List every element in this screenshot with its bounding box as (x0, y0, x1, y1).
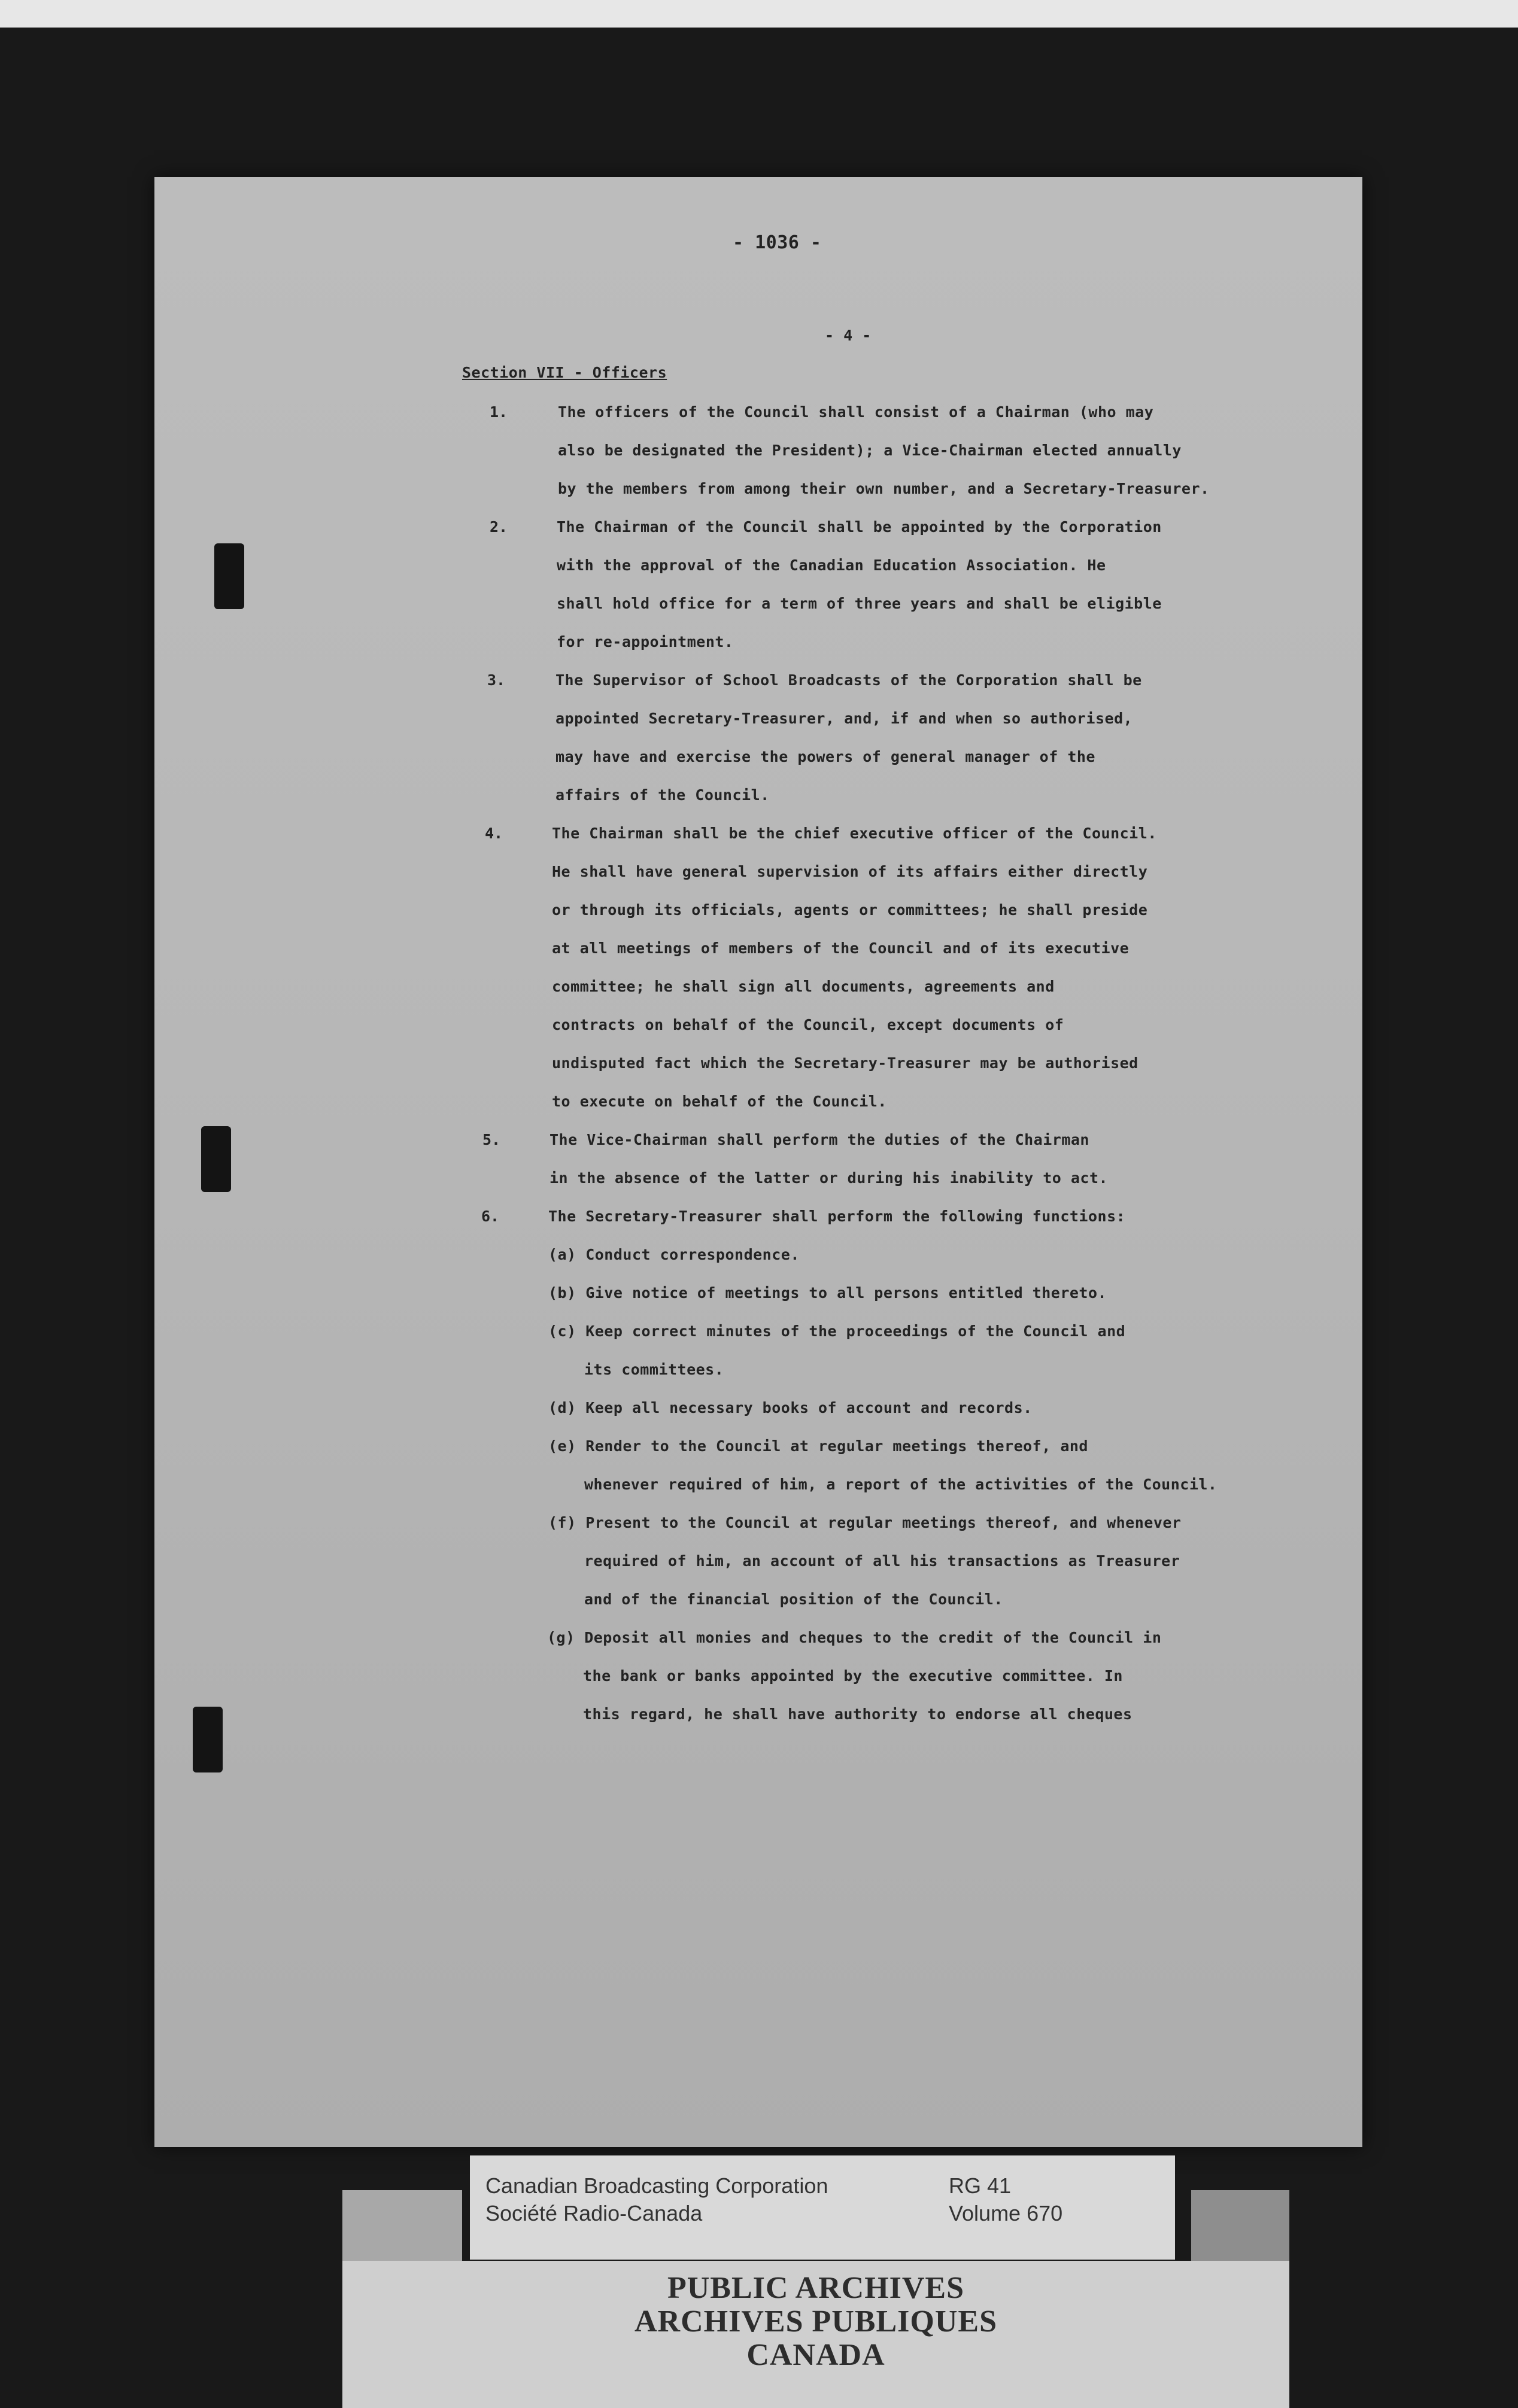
sub-item: (e) Render to the Council at regular meetings thereof, and (548, 1437, 1088, 1455)
body-line: The Chairman of the Council shall be appointed by the Corporation (557, 518, 1162, 536)
sub-item: (g) Deposit all monies and cheques to the credit of the Council in (547, 1629, 1162, 1646)
item-number: 1. (490, 403, 508, 421)
body-line: committee; he shall sign all documents, agreements and (552, 978, 1055, 995)
body-line: The officers of the Council shall consist of a Chairman (who may (558, 403, 1154, 421)
volume-number: Volume 670 (949, 2201, 1063, 2225)
body-line: for re-appointment. (557, 633, 734, 650)
archive-mount-left (342, 2190, 462, 2262)
org-name-french: Société Radio-Canada (485, 2201, 703, 2225)
punch-hole-bottom (193, 1707, 223, 1772)
body-line: The Chairman shall be the chief executive officer of the Council. (552, 825, 1157, 842)
punch-hole-middle (201, 1126, 231, 1192)
section-title: Section VII - Officers (462, 364, 667, 381)
archive-mount-right (1191, 2190, 1289, 2262)
stamp-line-2: ARCHIVES PUBLIQUES (634, 2304, 998, 2339)
body-line: with the approval of the Canadian Education Association. He (557, 557, 1106, 574)
item-number: 2. (490, 518, 508, 536)
sub-item: (d) Keep all necessary books of account and records. (548, 1399, 1033, 1416)
org-name-english: Canadian Broadcasting Corporation (485, 2173, 828, 2198)
document-page (154, 177, 1362, 2147)
page-number-top: - 1036 - (733, 232, 822, 253)
body-line: affairs of the Council. (555, 786, 770, 804)
sub-item-continuation: its committees. (584, 1361, 724, 1378)
item-number: 3. (487, 671, 506, 689)
body-line: shall hold office for a term of three years and shall be eligible (557, 595, 1162, 612)
sub-item-continuation: this regard, he shall have authority to endorse all cheques (583, 1705, 1133, 1723)
body-line: also be designated the President); a Vice-Chairman elected annually (558, 442, 1182, 459)
body-line: at all meetings of members of the Council and of its executive (552, 940, 1130, 957)
archives-stamp (342, 2261, 1289, 2408)
body-line: He shall have general supervision of its affairs either directly (552, 863, 1148, 880)
sub-item-continuation: and of the financial position of the Council. (584, 1591, 1003, 1608)
stamp-line-3: CANADA (746, 2338, 885, 2372)
body-line: The Supervisor of School Broadcasts of the Corporation shall be (555, 671, 1142, 689)
sub-item-continuation: the bank or banks appointed by the executive committee. In (583, 1667, 1123, 1685)
body-line: to execute on behalf of the Council. (552, 1093, 887, 1110)
sub-item: (c) Keep correct minutes of the proceedings of the Council and (548, 1322, 1126, 1340)
body-line: may have and exercise the powers of general manager of the (555, 748, 1095, 765)
body-line: appointed Secretary-Treasurer, and, if and when so authorised, (555, 710, 1133, 727)
body-line: The Vice-Chairman shall perform the duties of the Chairman (549, 1131, 1089, 1148)
sub-item: (a) Conduct correspondence. (548, 1246, 800, 1263)
body-line: undisputed fact which the Secretary-Treasurer may be authorised (552, 1054, 1138, 1072)
record-group: RG 41 (949, 2173, 1012, 2198)
stamp-line-1: PUBLIC ARCHIVES (667, 2271, 965, 2305)
item-number: 4. (485, 825, 503, 842)
page-number-inner: - 4 - (825, 327, 872, 344)
punch-hole-top (214, 543, 244, 609)
item-number: 6. (481, 1208, 500, 1225)
sub-item: (f) Present to the Council at regular meetings thereof, and whenever (548, 1514, 1182, 1531)
scan-top-margin (0, 0, 1518, 28)
body-line: by the members from among their own number, and a Secretary-Treasurer. (558, 480, 1210, 497)
body-line: in the absence of the latter or during his inability to act. (549, 1169, 1109, 1187)
sub-item: (b) Give notice of meetings to all persons entitled thereto. (548, 1284, 1107, 1302)
item-number: 5. (482, 1131, 501, 1148)
sub-item-continuation: required of him, an account of all his transactions as Treasurer (584, 1552, 1180, 1570)
archive-reference-label (470, 2155, 1175, 2260)
sub-item-continuation: whenever required of him, a report of the activities of the Council. (584, 1476, 1218, 1493)
body-line: or through its officials, agents or committees; he shall preside (552, 901, 1148, 919)
body-line: contracts on behalf of the Council, except documents of (552, 1016, 1064, 1033)
body-line: The Secretary-Treasurer shall perform the following functions: (548, 1208, 1126, 1225)
